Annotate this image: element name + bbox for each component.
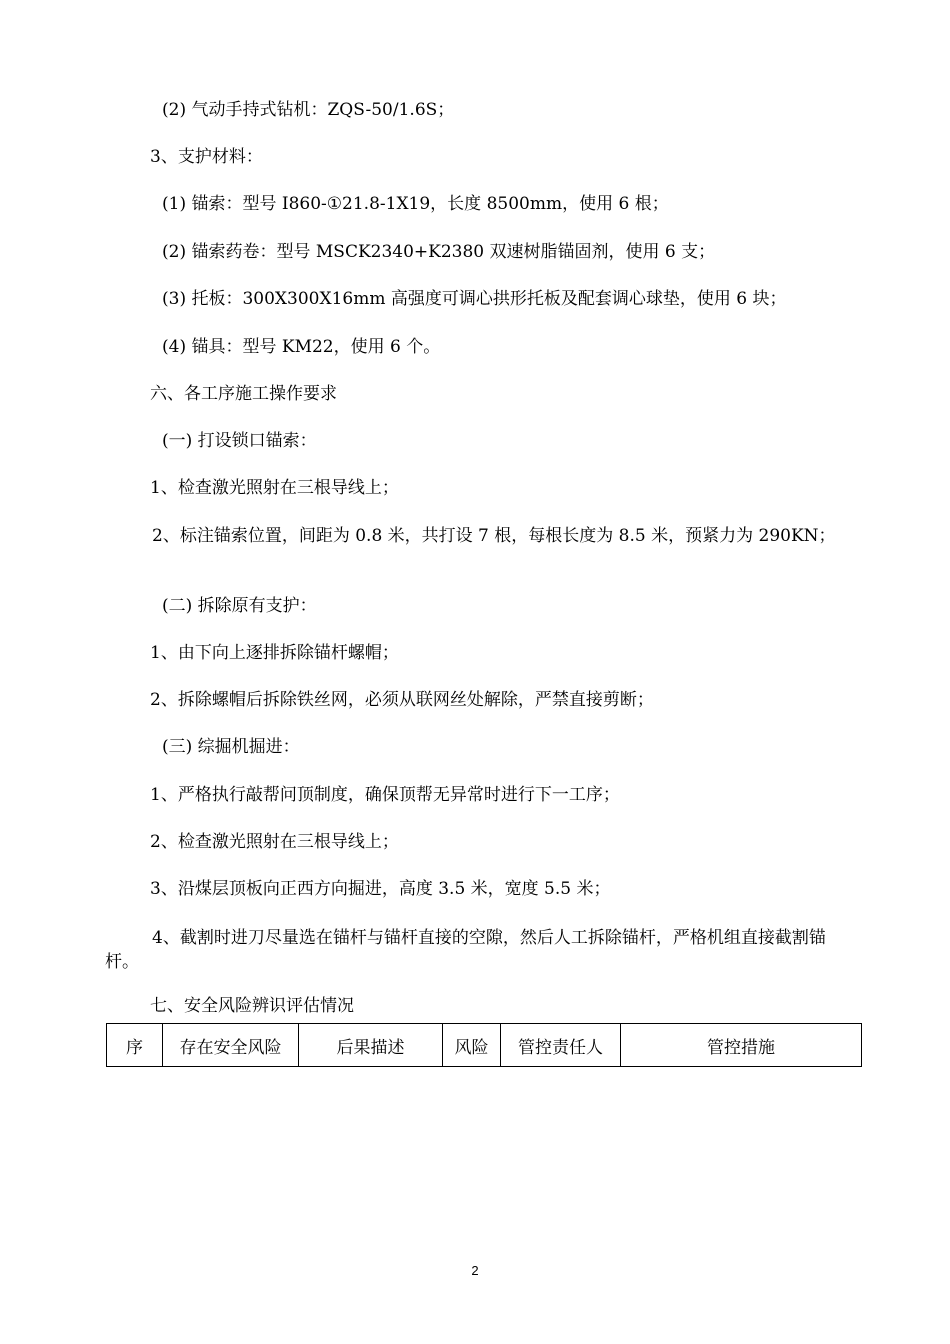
- risk-table: [106, 1023, 862, 1067]
- page-number: 2: [471, 1263, 479, 1278]
- line-remove-mesh: 2、拆除螺帽后拆除铁丝网，必须从联网丝处解除，严禁直接剪断；: [150, 690, 654, 710]
- subheading-roadheader: (三) 综掘机掘进：: [162, 737, 300, 757]
- line-tray-plate: (3) 托板：300X300X16mm 高强度可调心拱形托板及配套调心球垫，使用 6 块；: [162, 289, 787, 309]
- header-measures: 管控措施: [621, 1024, 862, 1067]
- line-drill: (2) 气动手持式钻机：ZQS-50/1.6S；: [162, 100, 455, 120]
- line-resin-cartridge: (2) 锚索药卷：型号 MSCK2340+K2380 双速树脂锚固剂，使用 6 支；: [162, 242, 716, 262]
- line-anchor-cable: (1) 锚索：型号 I860-①21.8-1X19，长度 8500mm，使用 6 根；: [162, 194, 669, 214]
- line-anchorage: (4) 锚具：型号 KM22，使用 6 个。: [162, 337, 441, 357]
- line-check-laser-1: 1、检查激光照射在三根导线上；: [150, 478, 399, 498]
- header-index: 序: [107, 1024, 163, 1067]
- header-consequence: 后果描述: [299, 1024, 443, 1067]
- header-risk-level: 风险: [443, 1024, 501, 1067]
- header-risk: 存在安全风险: [163, 1024, 299, 1067]
- line-support-materials: 3、支护材料：: [150, 147, 263, 167]
- line-excavate-direction: 3、沿煤层顶板向正西方向掘进，高度 3.5 米，宽度 5.5 米；: [150, 879, 611, 899]
- subheading-lock-cable: (一) 打设锁口锚索：: [162, 431, 317, 451]
- line-remove-nuts: 1、由下向上逐排拆除锚杆螺帽；: [150, 643, 399, 663]
- para-cutting: 4、截割时进刀尽量选在锚杆与锚杆直接的空隙，然后人工拆除锚杆，严格机组直接截割锚杆。: [105, 928, 826, 972]
- header-responsible: 管控责任人: [501, 1024, 621, 1067]
- line-check-laser-2: 2、检查激光照射在三根导线上；: [150, 832, 399, 852]
- para-mark-cable-position: 2、标注锚索位置，间距为 0.8 米，共打设 7 根，每根长度为 8.5 米，预紧力为 290KN；: [152, 526, 836, 546]
- subheading-remove-support: (二) 拆除原有支护：: [162, 596, 317, 616]
- table-header-row: [107, 1024, 862, 1067]
- section-heading-7: 七、安全风险辨识评估情况: [150, 996, 354, 1016]
- section-heading-6: 六、各工序施工操作要求: [150, 384, 337, 404]
- line-roof-check: 1、严格执行敲帮问顶制度，确保顶帮无异常时进行下一工序；: [150, 785, 620, 805]
